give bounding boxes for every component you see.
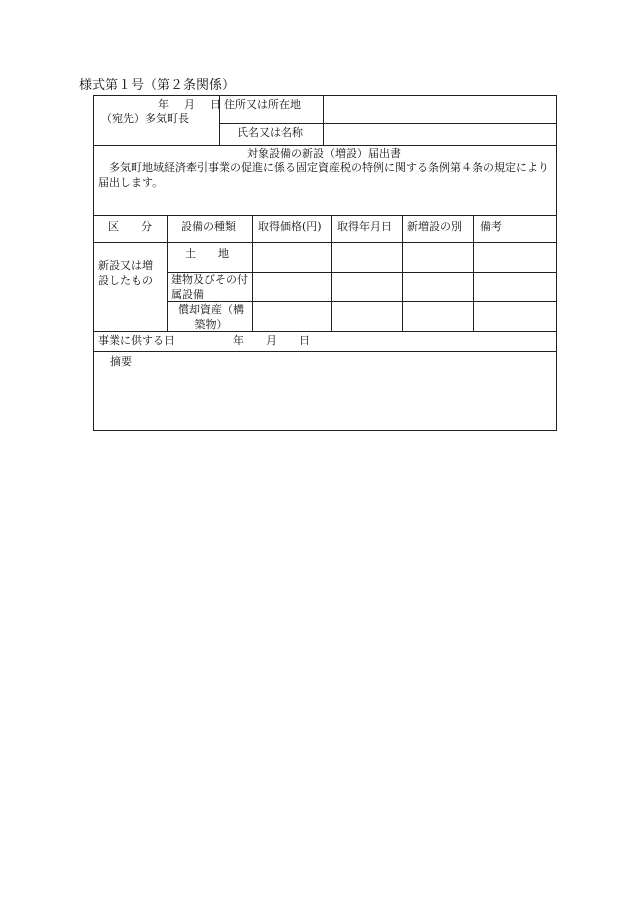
header-remarks: 備考 — [480, 220, 502, 233]
header-acquisition-price: 取得価格(円) — [258, 220, 322, 233]
category-label: 新設又は増設したもの — [98, 259, 153, 287]
notice-body: 多気町地域経済牽引事業の促進に係る固定資産税の特例に関する条例第４条の規定により届出します。 — [98, 161, 549, 189]
date-field: 年 月 日 — [158, 98, 223, 111]
header-category: 区 分 — [108, 220, 152, 233]
name-label: 氏名又は名称 — [237, 126, 303, 139]
address-label: 住所又は所在地 — [224, 98, 301, 111]
divider — [93, 215, 557, 216]
row-type-land: 土 地 — [185, 247, 229, 260]
header-equipment-type: 設備の種類 — [181, 220, 236, 233]
divider — [167, 215, 168, 331]
notice-title: 対象設備の新設（増設）届出書 — [247, 147, 401, 160]
header-new-or-expansion: 新増設の別 — [407, 220, 462, 233]
divider — [219, 123, 557, 124]
divider — [93, 145, 557, 146]
divider — [93, 331, 557, 332]
business-date-value: 年 月 日 — [233, 334, 310, 347]
divider — [402, 215, 403, 331]
header-acquisition-date: 取得年月日 — [337, 220, 392, 233]
summary-label: 摘要 — [110, 355, 132, 368]
addressee: （宛先）多気町長 — [101, 112, 189, 125]
row-type-depreciable-assets: 償却資産（構築物） — [178, 303, 244, 331]
divider — [331, 215, 332, 331]
divider — [323, 95, 324, 145]
divider — [93, 351, 557, 352]
divider — [473, 215, 474, 331]
form-title: 様式第１号（第２条関係） — [79, 78, 236, 93]
row-type-building: 建物及びその付属設備 — [171, 273, 248, 301]
business-date-label: 事業に供する日 — [98, 334, 175, 347]
divider — [93, 242, 557, 243]
divider — [252, 215, 253, 331]
